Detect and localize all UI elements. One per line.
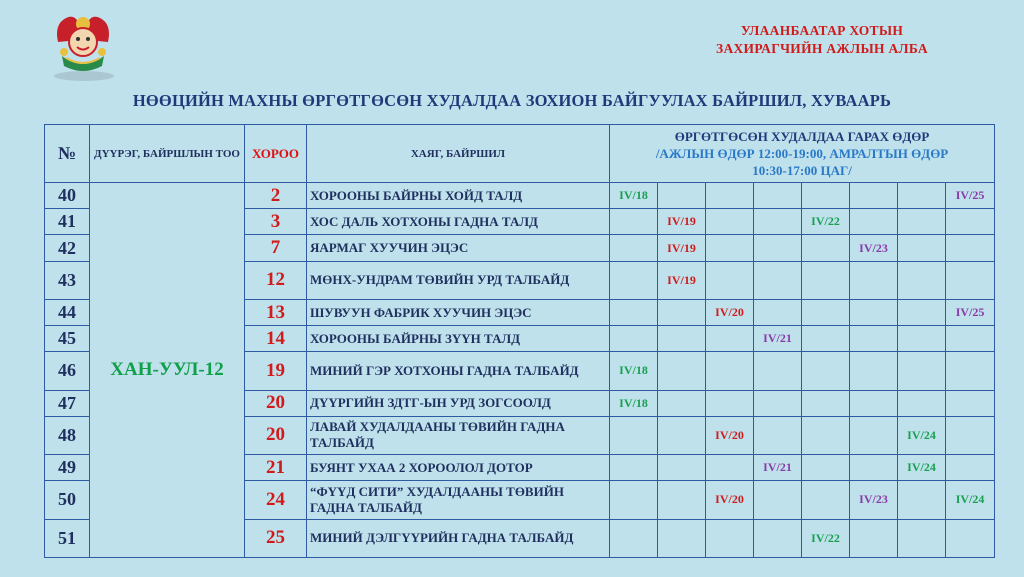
date-cell [898, 261, 946, 299]
date-cell [898, 352, 946, 390]
date-cell [658, 326, 706, 352]
date-cell: IV/24 [898, 416, 946, 454]
date-cell: IV/19 [658, 209, 706, 235]
date-cell [658, 481, 706, 519]
date-cell [850, 455, 898, 481]
date-cell [658, 416, 706, 454]
khoroo-cell: 3 [245, 209, 307, 235]
date-cell [706, 390, 754, 416]
date-cell: IV/22 [802, 209, 850, 235]
date-cell [754, 416, 802, 454]
date-cell [754, 390, 802, 416]
khoroo-cell: 19 [245, 352, 307, 390]
khoroo-cell: 7 [245, 235, 307, 261]
khoroo-cell: 21 [245, 455, 307, 481]
date-cell [946, 416, 995, 454]
date-cell [946, 326, 995, 352]
row-number: 49 [45, 455, 90, 481]
date-cell [610, 299, 658, 325]
date-cell [658, 183, 706, 209]
date-cell: IV/18 [610, 390, 658, 416]
date-cell [850, 352, 898, 390]
date-cell [802, 390, 850, 416]
date-cell: IV/21 [754, 326, 802, 352]
date-cell [802, 352, 850, 390]
date-cell [706, 326, 754, 352]
row-number: 41 [45, 209, 90, 235]
khoroo-cell: 2 [245, 183, 307, 209]
row-number: 42 [45, 235, 90, 261]
date-cell [754, 235, 802, 261]
khoroo-cell: 20 [245, 416, 307, 454]
date-cell [850, 326, 898, 352]
date-cell [754, 209, 802, 235]
date-cell [706, 352, 754, 390]
date-cell: IV/24 [898, 455, 946, 481]
khoroo-cell: 20 [245, 390, 307, 416]
schedule-table [44, 124, 995, 558]
date-cell [802, 183, 850, 209]
date-cell [946, 519, 995, 557]
date-cell [610, 519, 658, 557]
office-line-1: УЛААНБААТАР ХОТЫН [740, 23, 904, 38]
date-cell [658, 390, 706, 416]
date-cell [898, 299, 946, 325]
date-cell: IV/25 [946, 299, 995, 325]
date-cell [850, 519, 898, 557]
address-cell: ЛАВАЙ ХУДАЛДААНЫ ТӨВИЙН ГАДНА ТАЛБАЙД [307, 416, 610, 454]
date-cell [754, 261, 802, 299]
date-cell [850, 209, 898, 235]
date-cell: IV/20 [706, 299, 754, 325]
khoroo-cell: 24 [245, 481, 307, 519]
header-dates-line-3: 10:30-17:00 ЦАГ/ [752, 163, 852, 178]
date-cell [946, 455, 995, 481]
date-cell [802, 299, 850, 325]
date-cell [754, 299, 802, 325]
address-cell: ШУВУУН ФАБРИК ХУУЧИН ЭЦЭС [307, 299, 610, 325]
date-cell [850, 390, 898, 416]
khoroo-cell: 25 [245, 519, 307, 557]
date-cell: IV/23 [850, 235, 898, 261]
date-cell [946, 235, 995, 261]
date-cell [610, 209, 658, 235]
address-cell: ЯАРМАГ ХУУЧИН ЭЦЭС [307, 235, 610, 261]
date-cell [658, 352, 706, 390]
date-cell [850, 416, 898, 454]
header-row [45, 125, 995, 183]
date-cell: IV/25 [946, 183, 995, 209]
date-cell [610, 416, 658, 454]
header-district: ДҮҮРЭГ, БАЙРШЛЫН ТОО [90, 125, 245, 183]
date-cell [754, 519, 802, 557]
date-cell [946, 390, 995, 416]
date-cell: IV/20 [706, 416, 754, 454]
date-cell [706, 455, 754, 481]
row-number: 40 [45, 183, 90, 209]
header-number: № [45, 125, 90, 183]
date-cell [802, 481, 850, 519]
date-cell [610, 235, 658, 261]
address-cell: МӨНХ-УНДРАМ ТӨВИЙН УРД ТАЛБАЙД [307, 261, 610, 299]
district-cell: ХАН-УУЛ-12 [90, 183, 245, 558]
date-cell: IV/18 [610, 352, 658, 390]
date-cell: IV/18 [610, 183, 658, 209]
date-cell: IV/22 [802, 519, 850, 557]
date-cell [946, 352, 995, 390]
row-number: 45 [45, 326, 90, 352]
row-number: 44 [45, 299, 90, 325]
date-cell [946, 209, 995, 235]
address-cell: “ФҮҮД СИТИ” ХУДАЛДААНЫ ТӨВИЙН ГАДНА ТАЛБАЙД [307, 481, 610, 519]
header-khoroo: ХОРОО [245, 125, 307, 183]
ulaanbaatar-emblem-logo [44, 12, 122, 82]
khoroo-cell: 12 [245, 261, 307, 299]
row-number: 50 [45, 481, 90, 519]
khoroo-cell: 14 [245, 326, 307, 352]
date-cell [802, 416, 850, 454]
date-cell [898, 390, 946, 416]
date-cell [898, 183, 946, 209]
address-cell: МИНИЙ ДЭЛГҮҮРИЙН ГАДНА ТАЛБАЙД [307, 519, 610, 557]
khoroo-cell: 13 [245, 299, 307, 325]
date-cell [850, 183, 898, 209]
date-cell [658, 519, 706, 557]
date-cell: IV/21 [754, 455, 802, 481]
table-row [45, 183, 995, 209]
date-cell [754, 481, 802, 519]
date-cell [802, 235, 850, 261]
date-cell: IV/23 [850, 481, 898, 519]
date-cell [898, 326, 946, 352]
date-cell: IV/19 [658, 261, 706, 299]
date-cell [706, 209, 754, 235]
office-line-2: ЗАХИРАГЧИЙН АЖЛЫН АЛБА [716, 41, 928, 56]
address-cell: ХОРООНЫ БАЙРНЫ ХОЙД ТАЛД [307, 183, 610, 209]
date-cell [802, 261, 850, 299]
date-cell [754, 183, 802, 209]
date-cell [658, 455, 706, 481]
header-dates-line-2: /АЖЛЫН ӨДӨР 12:00-19:00, АМРАЛТЫН ӨДӨР [655, 146, 949, 161]
date-cell [850, 299, 898, 325]
date-cell: IV/19 [658, 235, 706, 261]
date-cell [898, 235, 946, 261]
header-dates [610, 125, 995, 183]
date-cell [706, 261, 754, 299]
date-cell [610, 261, 658, 299]
date-cell [754, 352, 802, 390]
date-cell [898, 209, 946, 235]
row-number: 51 [45, 519, 90, 557]
address-cell: ХОРООНЫ БАЙРНЫ ЗҮҮН ТАЛД [307, 326, 610, 352]
row-number: 47 [45, 390, 90, 416]
address-cell: БУЯНТ УХАА 2 ХОРООЛОЛ ДОТОР [307, 455, 610, 481]
page-title: НӨӨЦИЙН МАХНЫ ӨРГӨТГӨСӨН ХУДАЛДАА ЗОХИОН БАЙГУУЛАХ БАЙРШИЛ, ХУВААРЬ [132, 91, 892, 110]
office-heading [672, 22, 972, 58]
address-cell: МИНИЙ ГЭР ХОТХОНЫ ГАДНА ТАЛБАЙД [307, 352, 610, 390]
row-number: 48 [45, 416, 90, 454]
date-cell [802, 326, 850, 352]
row-number: 43 [45, 261, 90, 299]
header-dates-line-1: ӨРГӨТГӨСӨН ХУДАЛДАА ГАРАХ ӨДӨР [674, 129, 930, 144]
date-cell [802, 455, 850, 481]
date-cell [706, 183, 754, 209]
date-cell [610, 326, 658, 352]
date-cell [898, 519, 946, 557]
date-cell [658, 299, 706, 325]
header-address: ХАЯГ, БАЙРШИЛ [307, 125, 610, 183]
row-number: 46 [45, 352, 90, 390]
date-cell [898, 481, 946, 519]
date-cell [610, 481, 658, 519]
date-cell [610, 455, 658, 481]
date-cell: IV/20 [706, 481, 754, 519]
date-cell [850, 261, 898, 299]
date-cell [946, 261, 995, 299]
date-cell: IV/24 [946, 481, 995, 519]
address-cell: ДҮҮРГИЙН ЗДТГ-ЫН УРД ЗОГСООЛД [307, 390, 610, 416]
date-cell [706, 235, 754, 261]
address-cell: ХОС ДАЛЬ ХОТХОНЫ ГАДНА ТАЛД [307, 209, 610, 235]
date-cell [706, 519, 754, 557]
